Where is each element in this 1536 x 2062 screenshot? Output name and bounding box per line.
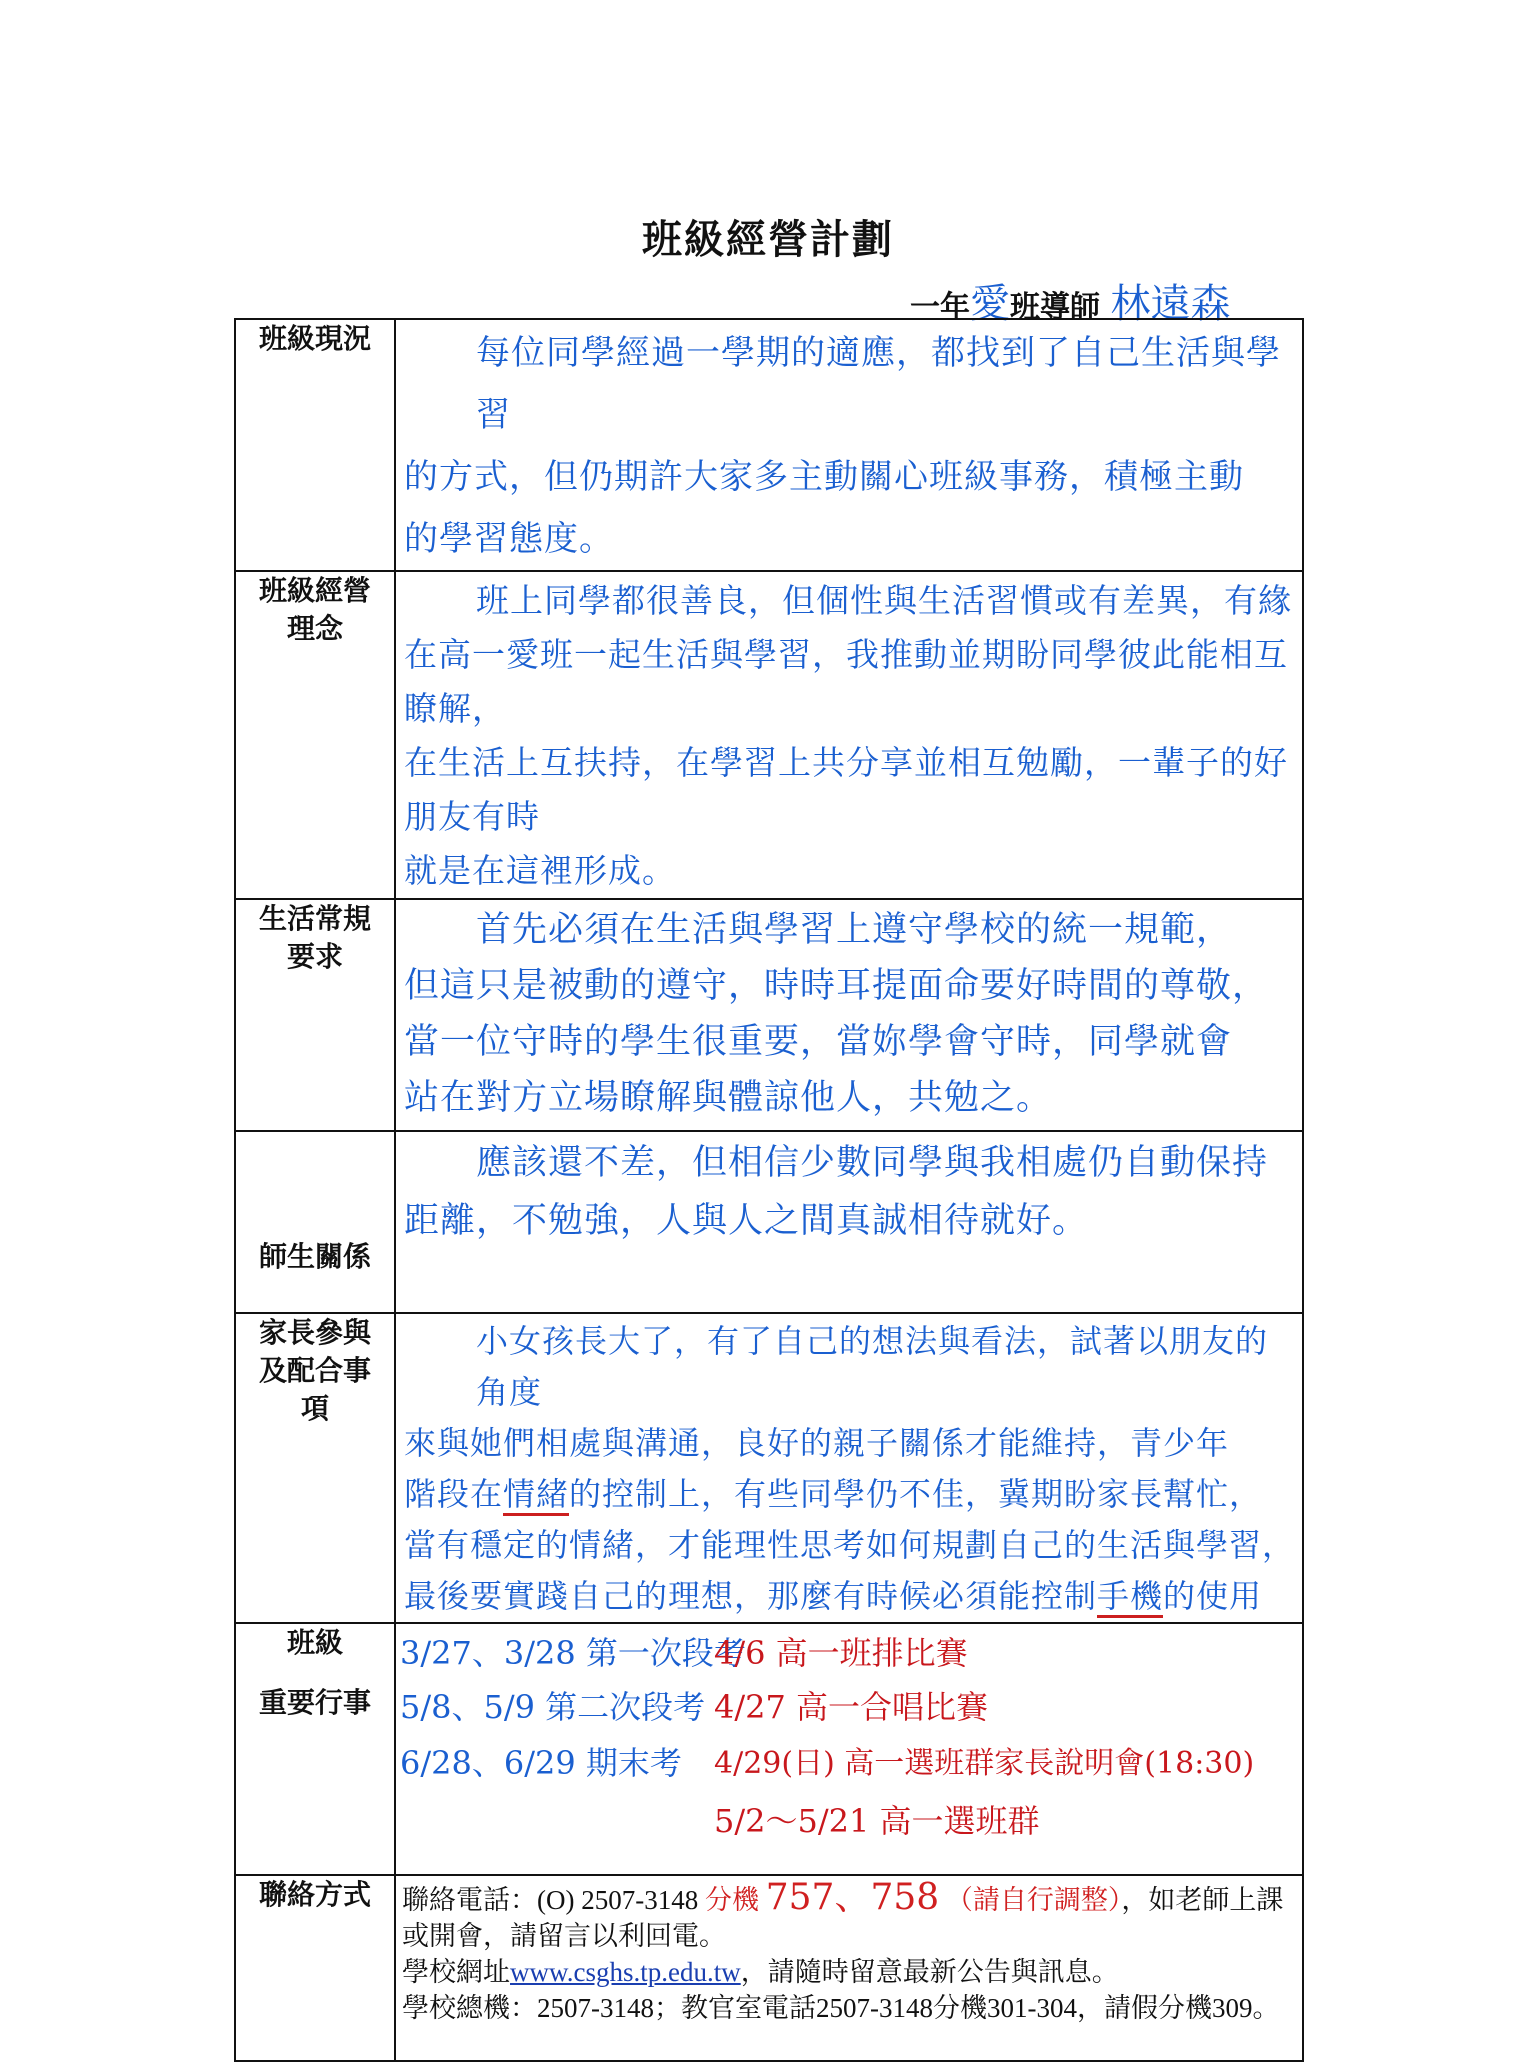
grade-label: 一年 bbox=[910, 290, 970, 325]
event-item-red: 4/6 高一班排比賽 bbox=[714, 1634, 968, 1672]
content-daily-rules bbox=[395, 899, 1303, 1131]
label-daily-rules: 生活常規 要求 bbox=[235, 899, 395, 1131]
content-teacher-student bbox=[395, 1131, 1303, 1313]
events-list bbox=[396, 1624, 1302, 1872]
contact-info bbox=[396, 1876, 1302, 2030]
content-class-status bbox=[395, 319, 1303, 571]
handwritten-text: 應該還不差，但相信少數同學與我相處仍自動保持 距離，不勉強，人與人之間真誠相待就好。 bbox=[404, 1143, 1269, 1241]
row-contact bbox=[235, 1875, 1303, 2061]
label-class-status: 班級現況 bbox=[235, 319, 395, 571]
handwritten-text: 小女孩長大了，有了自己的想法與看法，試著以朋友的角度 來與她們相處與溝通，良好的親子關係才能維持，青少年 階段在情緒的控制上，有些同學仍不佳，冀期盼家長幫忙， 當有穩定的情緒，才能理性思考如何規劃自己的生活與學習， 最後要實踐自己的理想，那麼有時候必須能控制手機的使用 bbox=[396, 1314, 1302, 1622]
label-teacher-student: 師生關係 bbox=[235, 1131, 395, 1313]
event-item-blue: 5/8、5/9 第二次段考 bbox=[400, 1688, 706, 1726]
label-management-philosophy: 班級經營 理念 bbox=[235, 571, 395, 899]
event-item-blue: 3/27、3/28 第一次段考 bbox=[400, 1634, 746, 1672]
handwritten-text: 首先必須在生活與學習上遵守學校的統一規範， 但這只是被動的遵守，時時耳提面命要好時間的尊敬， 當一位守時的學生很重要，當妳學會守時，同學就會 站在對方立場瞭解與體諒他人，共勉之。 bbox=[404, 910, 1269, 1118]
row-important-events bbox=[235, 1623, 1303, 1875]
website-line: 學校網址www.csghs.tp.edu.tw，請隨時留意最新公告與訊息。 bbox=[402, 1957, 1119, 1987]
content-parent-participation bbox=[395, 1313, 1303, 1623]
switchboard-line: 學校總機：2507-3148；教官室電話2507-3148分機301-304，請假分機309。 bbox=[402, 1993, 1280, 2023]
event-item-red: 4/29(日) 高一選班群家長說明會(18:30) bbox=[714, 1746, 1255, 1781]
school-website-link[interactable]: www.csghs.tp.edu.tw bbox=[510, 1957, 741, 1987]
event-item-blue: 6/28、6/29 期末考 bbox=[400, 1744, 682, 1782]
teacher-label: 班導師 bbox=[1010, 290, 1100, 325]
content-contact bbox=[395, 1875, 1303, 2061]
handwritten-text: 每位同學經過一學期的適應，都找到了自己生活與學習 的方式，但仍期許大家多主動關心班級事務，積極主動 的學習態度。 bbox=[404, 333, 1281, 559]
row-management-philosophy bbox=[235, 571, 1303, 899]
row-parent-participation bbox=[235, 1313, 1303, 1623]
event-item-red: 5/2～5/21 高一選班群 bbox=[714, 1802, 1040, 1840]
plan-table bbox=[234, 318, 1304, 2062]
label-important-events: 班級 重要行事 bbox=[235, 1623, 395, 1875]
extension-numbers-handwritten: 757、758 bbox=[765, 1877, 940, 1918]
handwritten-text: 班上同學都很善良，但個性與生活習慣或有差異，有緣 在高一愛班一起生活與學習，我推動並期盼同學彼此能相互瞭解， 在生活上互扶持，在學習上共分享並相互勉勵，一輩子的好朋友有時 就是在這裡形成。 bbox=[404, 581, 1292, 890]
class-name-handwritten: 愛 bbox=[970, 281, 1010, 327]
label-contact: 聯絡方式 bbox=[235, 1875, 395, 2061]
row-daily-rules bbox=[235, 899, 1303, 1131]
label-parent-participation: 家長參與 及配合事 項 bbox=[235, 1313, 395, 1623]
content-important-events bbox=[395, 1623, 1303, 1875]
row-teacher-student bbox=[235, 1131, 1303, 1313]
underlined-word: 手機 bbox=[1097, 1577, 1163, 1618]
content-management-philosophy bbox=[395, 571, 1303, 899]
teacher-name-handwritten: 林遠森 bbox=[1110, 281, 1231, 327]
phone-line: 聯絡電話：(O) 2507-3148 分機 757、758 （請自行調整），如老師上課或開會，請留言以利回電。 bbox=[402, 1877, 1284, 1951]
event-item-red: 4/27 高一合唱比賽 bbox=[714, 1688, 989, 1726]
row-class-status bbox=[235, 319, 1303, 571]
page-title: 班級經營計劃 bbox=[642, 217, 894, 263]
underlined-word: 情緒 bbox=[503, 1475, 569, 1516]
